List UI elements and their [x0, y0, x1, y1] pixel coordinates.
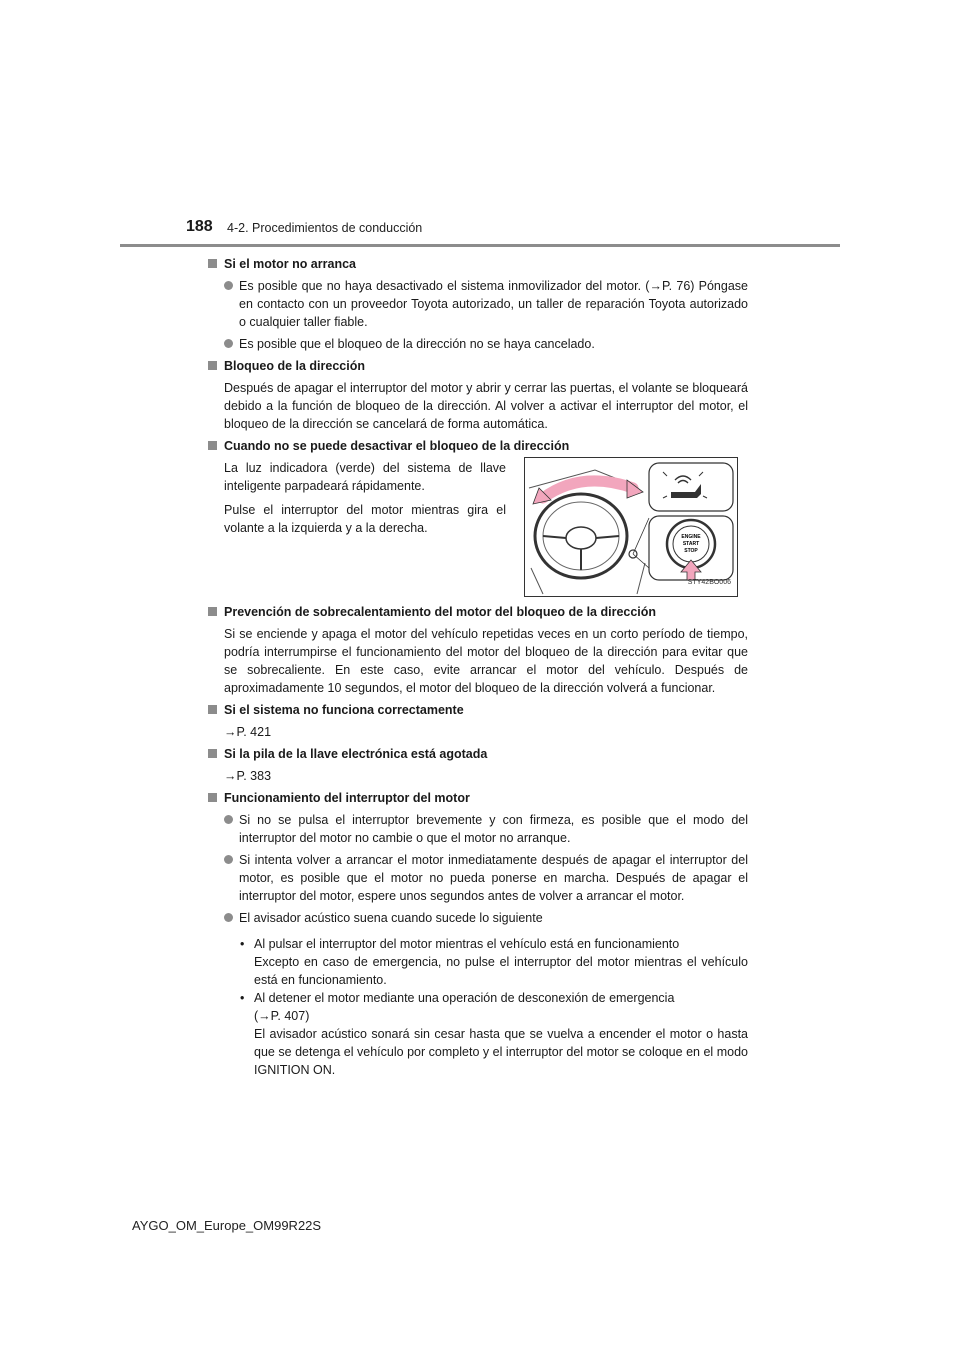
bullet-restart: Si intenta volver a arrancar el motor inmediatamente después de apagar el interruptor del motor, es posible que el motor no pueda ponerse en marcha. Después de apagar el interruptor del motor, espere unos segundos antes de volver a arrancar el motor. [208, 851, 748, 905]
figure-text [208, 459, 506, 597]
steering-wheel-illustration [524, 457, 738, 597]
bullet-steering-lock: Es posible que el bloqueo de la dirección no se haya cancelado. [208, 335, 748, 353]
reference-system-fault: →P. 421 [224, 725, 272, 739]
sub-item-emergency-note: El avisador acústico sonará sin cesar hasta que se vuelva a encender el motor o hasta que se detenga el vehículo por completo y el interruptor del motor se coloque en el modo IGNITION ON. [254, 1027, 748, 1077]
bullet-press-firmly: Si no se pulsa el interruptor brevemente y con firmeza, es posible que el modo del interruptor del motor no cambie o que el motor no arranque. [208, 811, 748, 847]
page-content [208, 255, 748, 1079]
circle-bullet-icon [224, 815, 233, 824]
paragraph-overheat: Si se enciende y apaga el motor del vehículo repetidas veces en un corto período de tiempo, podría interrumpirse el funcionamiento del motor del bloqueo de la dirección para evitar que se sobrecaliente. En este caso, evite arrancar el motor del vehículo. Después de aproximadamente 10 segundos, el motor del bloqueo de la dirección volverá a funcionar. [224, 627, 748, 695]
paragraph-steering-lock: Después de apagar el interruptor del motor y abrir y cerrar las puertas, el volante se bloqueará debido a la función de bloqueo de la dirección. Al volver a activar el interruptor del motor, el bloqueo de la dirección se cancelará de forma automática. [224, 381, 748, 431]
button-label-start: START [682, 541, 700, 547]
heading-engine-no-start: Si el motor no arranca [208, 255, 748, 273]
callout-lines [633, 518, 649, 568]
heading-system-fault: Si el sistema no funciona correctamente [208, 701, 748, 719]
paragraph-press-switch: Pulse el interruptor del motor mientras gira el volante a la izquierda y a la derecha. [224, 503, 506, 535]
sub-item-emergency-ref: (→P. 407) [254, 1009, 310, 1023]
square-bullet-icon [208, 793, 217, 802]
heading-battery-depleted: Si la pila de la llave electrónica está agotada [208, 745, 748, 763]
sub-item-driving: • Al pulsar el interruptor del motor mientras el vehículo está en funcionamiento [240, 937, 680, 951]
square-bullet-icon [208, 607, 217, 616]
paragraph-indicator: La luz indicadora (verde) del sistema de llave inteligente parpadeará rápidamente. [224, 461, 506, 493]
button-label-stop: STOP [684, 548, 698, 554]
square-bullet-icon [208, 259, 217, 268]
circle-bullet-icon [224, 339, 233, 348]
sub-item-driving-note: Excepto en caso de emergencia, no pulse el interruptor del motor mientras el vehículo está en funcionamiento. [254, 955, 748, 987]
heading-switch-operation: Funcionamiento del interruptor del motor [208, 789, 748, 807]
button-label-engine: ENGINE [681, 534, 701, 540]
circle-bullet-icon [224, 913, 233, 922]
square-bullet-icon [208, 441, 217, 450]
square-bullet-icon [208, 361, 217, 370]
section-title: 4-2. Procedimientos de conducción [227, 221, 423, 235]
bullet-immobilizer: Es posible que no haya desactivado el sistema inmovilizador del motor. (→P. 76) Póngase en contacto con un proveedor Toyota autorizado, un taller de reparación Toyota autorizado o cualquier taller fiable. [208, 277, 748, 331]
heading-lock-not-released: Cuando no se puede desactivar el bloqueo de la dirección [208, 437, 748, 455]
bullet-buzzer: El avisador acústico suena cuando sucede lo siguiente [208, 909, 748, 927]
dot-mark: • [240, 937, 245, 951]
heading-overheat: Prevención de sobrecalentamiento del motor del bloqueo de la dirección [208, 603, 748, 621]
sub-item-emergency: • Al detener el motor mediante una operación de desconexión de emergencia [240, 991, 675, 1005]
steering-hub [566, 527, 596, 549]
arrow-head-right-icon [627, 480, 643, 498]
square-bullet-icon [208, 749, 217, 758]
figure-label: STY42BO006 [687, 579, 731, 586]
circle-bullet-icon [224, 281, 233, 290]
page-number: 188 [186, 218, 213, 235]
heading-steering-lock: Bloqueo de la dirección [208, 357, 748, 375]
dot-mark: • [240, 991, 245, 1005]
square-bullet-icon [208, 705, 217, 714]
footer-doc-id: AYGO_OM_Europe_OM99R22S [132, 1218, 322, 1233]
header-rule [120, 244, 840, 247]
figure-row [208, 459, 748, 597]
circle-bullet-icon [224, 855, 233, 864]
indicator-callout [649, 463, 733, 511]
reference-battery-depleted: →P. 383 [224, 769, 272, 783]
